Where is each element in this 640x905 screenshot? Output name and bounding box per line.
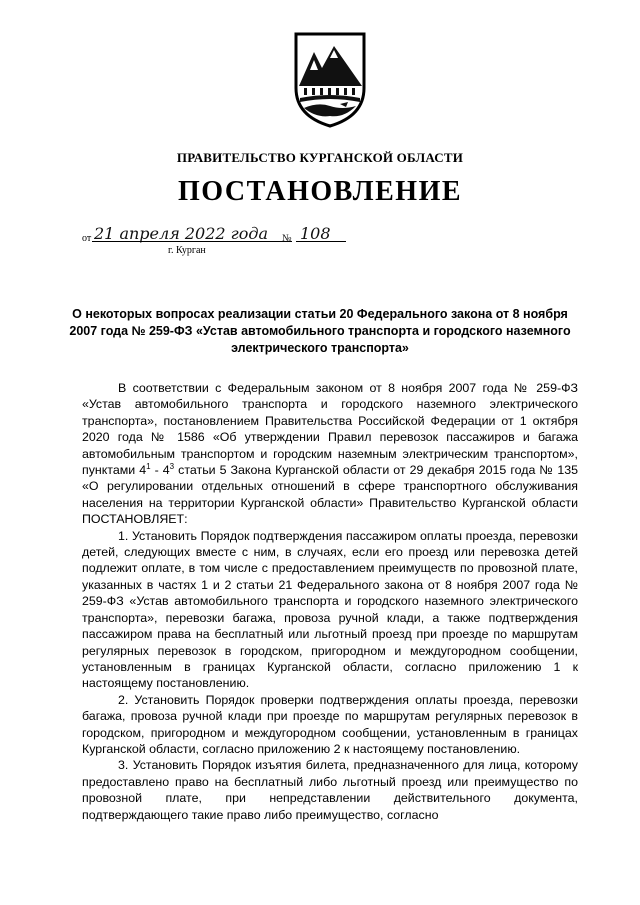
preamble-text-1: В соответствии с Федеральным законом от 8 ноября 2007 года № 259-ФЗ «Устав автомобильного транспорта и городского наземного электрического транспорта», постановлением Правительства Российской Федерации от 1 октября 2020 года № 1586 «Об утверждении Правил перевозок пассажиров и багажа автомобильным транспортом и городским наземным электрическим транспортом», пунктами 4 xyxy=(82,381,578,478)
item-2-paragraph: 2. Установить Порядок проверки подтверждения оплаты проезда, перевозки багажа, провоза ручной клади при проезде по маршрутам регулярных перевозок в городском, пригородном и междугородном сообщении, установленным в границах Курганской области, согласно приложению 2 к настоящему постановлению. xyxy=(82,692,578,756)
coat-of-arms-emblem xyxy=(290,30,370,130)
number-underline xyxy=(296,241,346,242)
city-name: г. Курган xyxy=(168,245,206,256)
date-underline xyxy=(92,241,292,242)
preamble-paragraph xyxy=(82,380,578,528)
document-title: ПОСТАНОВЛЕНИЕ xyxy=(177,176,463,207)
handwritten-number: 108 xyxy=(300,224,331,243)
item-3-paragraph: 3. Установить Порядок изъятия билета, предназначенного для лица, которому предоставлено право на бесплатный либо льготный проезд или преимущество по провозной плате, при непредставлении действительного документа, подтверждающего такие право либо преимущество, согласно xyxy=(82,758,578,822)
item-1-paragraph: 1. Установить Порядок подтверждения пассажиром оплаты проезда, перевозки детей, следующих вместе с ним, в случаях, если его проезд или перевозка детей подлежит оплате, в том числе с предоставлением преимуществ по провозной плате, указанных в частях 1 и 2 статьи 21 Федерального закона от 8 ноября 2007 года № 259-ФЗ «Устав автомобильного транспорта и городского наземного электрического транспорта», перевозки багажа, провоза ручной клади, а также подтверждения пассажиром права на бесплатный или льготный проезд при проезде по маршрутам регулярных перевозок в городском, пригородном и междугородном сообщении, установленным в границах Курганской области, согласно приложению 1 к настоящему постановлению. xyxy=(82,528,578,691)
date-prefix: от xyxy=(82,233,92,244)
document-body xyxy=(82,380,578,823)
date-number-line xyxy=(82,226,382,266)
superscript-1: 1 xyxy=(146,462,151,472)
preamble-dash: - 4 xyxy=(150,463,170,478)
document-subject: О некоторых вопросах реализации статьи 20 Федерального закона от 8 ноября 2007 года № 259-ФЗ «Устав автомобильного транспорта и городского наземного электрического транспорта» xyxy=(69,307,571,355)
superscript-3: 3 xyxy=(169,462,175,472)
preamble-text-2: статьи 5 Закона Курганской области от 29 декабря 2015 года № 135 «О регулировании отдельных отношений в сфере транспортного обслуживания населения на территории Курганской области» Правительство Курганской области ПОСТАНОВЛЯЕТ: xyxy=(82,463,578,527)
number-prefix: № xyxy=(282,233,292,244)
government-name: ПРАВИТЕЛЬСТВО КУРГАНСКОЙ ОБЛАСТИ xyxy=(176,150,464,165)
handwritten-date: 21 апреля 2022 года xyxy=(94,224,269,243)
